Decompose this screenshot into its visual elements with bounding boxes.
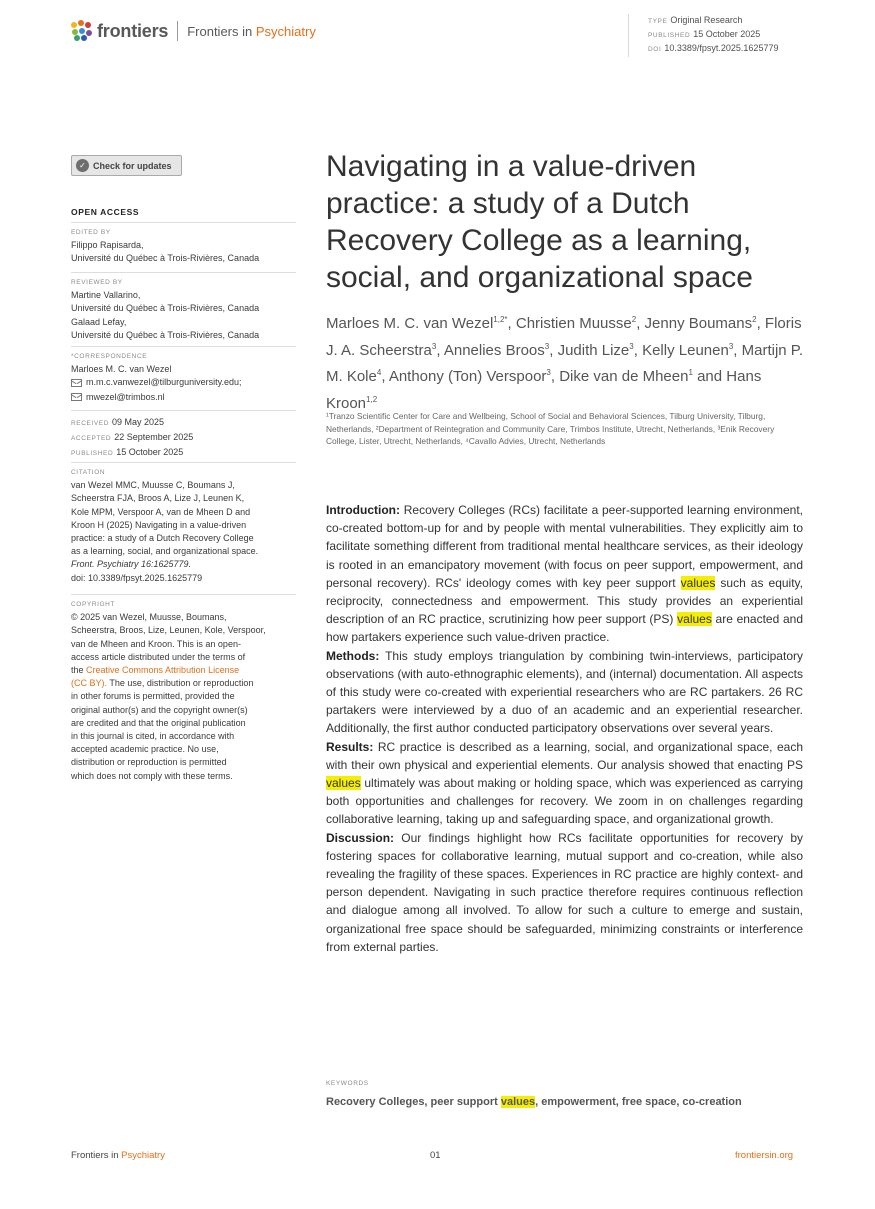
citation-line: practice: a study of a Dutch Recovery College bbox=[71, 533, 254, 544]
keywords-label: KEYWORDS bbox=[326, 1080, 369, 1087]
search-highlight: values bbox=[500, 1096, 536, 1108]
copyright-label: COPYRIGHT bbox=[71, 601, 116, 608]
copyright-line: in other forums is permitted, provided the bbox=[71, 691, 235, 702]
copyright-line: in this journal is cited, in accordance with bbox=[71, 731, 235, 742]
correspondence-label: *CORRESPONDENCE bbox=[71, 353, 148, 360]
sidebar-divider bbox=[71, 222, 296, 223]
reviewer-affiliation: Université du Québec à Trois-Rivières, Canada bbox=[71, 303, 260, 314]
accepted-label: ACCEPTED bbox=[71, 435, 112, 443]
footer-site-link[interactable]: frontiersin.org bbox=[735, 1150, 794, 1161]
published-label: PUBLISHED bbox=[648, 32, 691, 40]
published-date: 15 October 2025 bbox=[693, 29, 761, 40]
search-highlight: values bbox=[677, 612, 712, 627]
author[interactable]: Jenny Boumans$^2$ bbox=[644, 315, 757, 332]
email-address[interactable]: m.m.c.vanwezel@tilburguniversity.edu; bbox=[86, 377, 242, 388]
citation-line: Kroon H (2025) Navigating in a value-driven bbox=[71, 519, 247, 530]
copyright-line: van de Mheen and Kroon. This is an open- bbox=[71, 638, 241, 649]
header-divider bbox=[177, 21, 178, 41]
citation-section bbox=[71, 466, 296, 585]
citation-label: CITATION bbox=[71, 469, 106, 476]
edited-by-label: EDITED BY bbox=[71, 229, 111, 236]
edited-by-section bbox=[71, 226, 296, 266]
sidebar-divider bbox=[71, 594, 296, 595]
search-highlight: values bbox=[326, 776, 361, 791]
keywords: Recovery Colleges, peer support values, empowerment, free space, co-creation bbox=[326, 1096, 742, 1108]
accepted-date: 22 September 2025 bbox=[114, 432, 194, 443]
citation-line: as a learning, social, and organizational space. bbox=[71, 546, 259, 557]
publisher-logo[interactable] bbox=[71, 20, 316, 42]
email-link[interactable] bbox=[71, 376, 296, 389]
citation-line: Kole MPM, Verspoor A, van de Mheen D and bbox=[71, 506, 251, 517]
citation-line: Front. Psychiatry 16:1625779. bbox=[71, 559, 192, 570]
publisher-name: frontiers bbox=[97, 20, 169, 41]
received-label: RECEIVED bbox=[71, 420, 110, 427]
article-meta bbox=[628, 14, 778, 57]
editor-name: Filippo Rapisarda, bbox=[71, 240, 144, 251]
received-date: 09 May 2025 bbox=[112, 417, 165, 427]
author[interactable]: Dike van de Mheen$^1$ bbox=[559, 368, 693, 386]
author[interactable]: Marloes M. C. van Wezel$^{1,2*}$ bbox=[326, 315, 508, 332]
copyright-line: The use, distribution or reproduction bbox=[109, 678, 254, 689]
license-link[interactable]: (CC BY). bbox=[71, 678, 107, 689]
copyright-line: the bbox=[71, 665, 84, 676]
citation-line: Scheerstra FJA, Broos A, Lize J, Leunen K, bbox=[71, 493, 245, 504]
frontiers-logo-icon bbox=[71, 20, 93, 42]
abstract-discussion: Discussion: Our findings highlight how RCs facilitate opportunities for recovery by fostering spaces for collaborative learning, mutual support and co-creation, while also revealing the fragility of these spaces. Experiences in RC practice are highly context- and person dependent. Navigating in such practice therefore requires continuous reflection and dialogue among all involved. To allow for such a culture to emerge and sustain, organizational free space should be safeguarded, minimizing constraints or interference from external parties. bbox=[326, 830, 803, 954]
article-type: Original Research bbox=[670, 15, 743, 25]
author[interactable]: Martijn P. M. Kole$^4$ bbox=[326, 341, 804, 386]
reviewer-affiliation: Université du Québec à Trois-Rivières, Canada bbox=[71, 329, 260, 340]
email-address[interactable]: mwezel@trimbos.nl bbox=[86, 391, 165, 402]
copyright-line: © 2025 van Wezel, Muusse, Boumans, bbox=[71, 612, 227, 623]
sidebar-divider bbox=[71, 410, 296, 411]
sidebar-divider bbox=[71, 462, 296, 463]
copyright-line: access article distributed under the terms of bbox=[71, 651, 246, 662]
email-link[interactable] bbox=[71, 391, 296, 404]
footer-journal: Frontiers in Psychiatry bbox=[71, 1150, 165, 1161]
published-date: 15 October 2025 bbox=[116, 447, 184, 458]
update-check-icon: ✓ bbox=[76, 159, 89, 172]
sidebar-divider bbox=[71, 272, 296, 273]
copyright-line: original author(s) and the copyright owner(s) bbox=[71, 704, 248, 715]
dates-section bbox=[71, 416, 296, 461]
affiliations: ¹Tranzo Scientific Center for Care and Wellbeing, School of Social and Behavioral Sciences, Tilburg University, Tilburg, Netherlands, ²Department of Reintegration and Community Care, Trimbos Institute, Utrecht, Netherlands, ³Enik Recovery College, Lister, Utrecht, Netherlands, ⁴Cavallo Advies, Utrecht, Netherlands bbox=[326, 411, 775, 447]
sidebar-divider bbox=[71, 346, 296, 347]
abstract-methods: Methods: This study employs triangulation by combining twin-interviews, participatory observations (with auto-ethnographic elements), and (internal) documentation. All aspects of this study were co-created with experiential researchers who are RC partakers. 26 RC partakers were interviewed by a duo of an academic and an experiential researcher. Additionally, the first author conducted participatory observations over several years. bbox=[326, 648, 803, 736]
journal-prefix: Frontiers in bbox=[187, 23, 253, 39]
author[interactable]: Floris J. A. Scheerstra$^3$ bbox=[326, 315, 802, 359]
search-highlight: values bbox=[680, 575, 716, 590]
article-title: Navigating in a value-driven practice: a study of a Dutch Recovery College as a learning, social, and organizational space bbox=[326, 150, 753, 294]
copyright-section bbox=[71, 598, 296, 783]
reviewed-by-label: REVIEWED BY bbox=[71, 279, 123, 286]
author[interactable]: Christien Muusse$^2$ bbox=[515, 315, 637, 332]
envelope-icon bbox=[71, 393, 82, 401]
journal-name: Psychiatry bbox=[255, 23, 316, 39]
copyright-line: which does not comply with these terms. bbox=[71, 770, 233, 781]
corresponding-author: Marloes M. C. van Wezel bbox=[71, 364, 172, 375]
check-updates-label: Check for updates bbox=[93, 160, 172, 171]
open-access-label: OPEN ACCESS bbox=[71, 207, 140, 217]
author-list: Marloes M. C. van Wezel$^{1,2*}$, Christien Muusse$^2$, Jenny Boumans$^2$, Floris J. A. Scheerstra$^3$, Annelies Broos$^3$, Judith Lize$^3$, Kelly Leunen$^3$, Martijn P. M. Kole$^4$, Anthony (Ton) Verspoor$^3$, Dike van de Mheen$^1$ and Hans Kroon$^{1,2}$ bbox=[326, 315, 804, 413]
author[interactable]: Judith Lize$^3$ bbox=[557, 341, 634, 359]
copyright-line: Scheerstra, Broos, Lize, Leunen, Kole, Verspoor, bbox=[71, 625, 266, 636]
envelope-icon bbox=[71, 379, 82, 387]
abstract bbox=[326, 501, 803, 956]
author[interactable]: Hans Kroon$^{1,2}$ bbox=[326, 368, 762, 413]
journal-title bbox=[187, 24, 316, 39]
type-label: TYPE bbox=[648, 18, 668, 25]
correspondence-section bbox=[71, 350, 296, 404]
abstract-results: Results: RC practice is described as a learning, social, and organizational space, each with their own physical and experiential elements. Our analysis showed that enacting PS values ultimately was about making or holding space, which was experienced as carrying both opportunities and challenges for recovery. We zoom in on challenges regarding collaborative learning, taking up and safeguarding space, and organizational growth. bbox=[326, 739, 804, 827]
citation-line: van Wezel MMC, Muusse C, Boumans J, bbox=[71, 480, 235, 491]
published-label: PUBLISHED bbox=[71, 450, 114, 458]
doi-value[interactable]: 10.3389/fpsyt.2025.1625779 bbox=[664, 43, 779, 54]
author[interactable]: Anthony (Ton) Verspoor$^3$ bbox=[388, 368, 551, 386]
citation-doi[interactable]: doi: 10.3389/fpsyt.2025.1625779 bbox=[71, 572, 203, 583]
reviewed-by-section bbox=[71, 276, 296, 342]
reviewer-name: Martine Vallarino, bbox=[71, 290, 141, 301]
doi-label: DOI bbox=[648, 46, 662, 54]
editor-affiliation: Université du Québec à Trois-Rivières, Canada bbox=[71, 253, 260, 264]
check-for-updates-button[interactable] bbox=[71, 155, 182, 176]
page-number: 01 bbox=[430, 1150, 441, 1161]
copyright-line: accepted academic practice. No use, bbox=[71, 744, 219, 755]
author[interactable]: Kelly Leunen$^3$ bbox=[642, 341, 734, 359]
abstract-introduction: Introduction: Recovery Colleges (RCs) facilitate a peer-supported learning environment, co-created bottom-up for and by people with mental vulnerabilities. They explicitly aim to facilitate something different from traditional mental healthcare services, as their ideology is rooted in an emancipatory movement (with focus on peer support, empowerment, and personal recovery). RCs' ideology comes with key peer support values such as equity, reciprocity, connectedness and empowerment. This study provides an experiential description of an RC practice, scrutinizing how peer support (PS) values are enacted and how partakers experience such value-driven practice. bbox=[326, 503, 804, 645]
author[interactable]: Annelies Broos$^3$ bbox=[443, 341, 550, 359]
license-link[interactable]: Creative Commons Attribution License bbox=[86, 665, 240, 676]
reviewer-name: Galaad Lefay, bbox=[71, 316, 127, 327]
copyright-line: are credited and that the original publication bbox=[71, 717, 246, 728]
copyright-line: distribution or reproduction is permitted bbox=[71, 757, 227, 768]
